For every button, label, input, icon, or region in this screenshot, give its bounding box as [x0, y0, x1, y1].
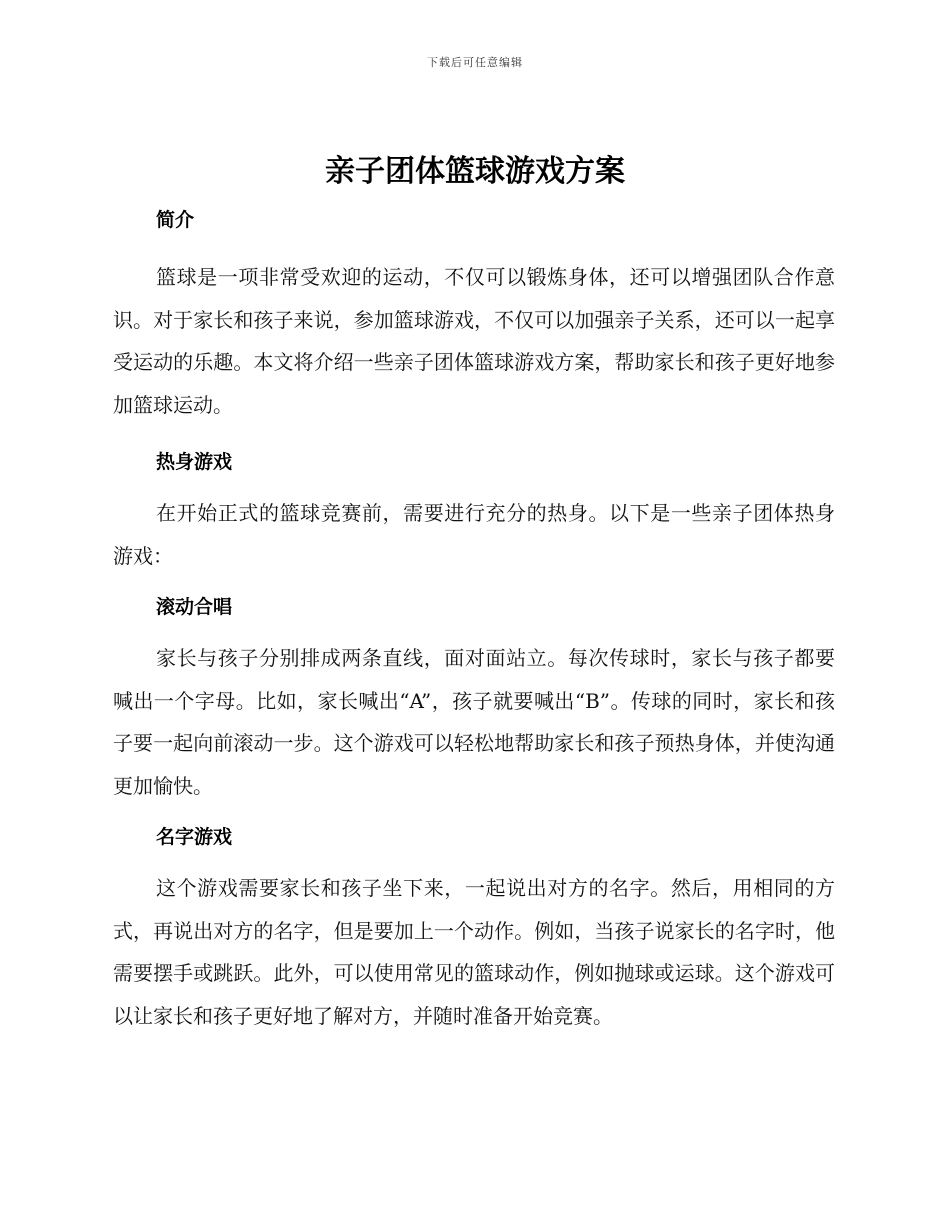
document-body — [113, 198, 835, 1037]
section-paragraph-rolling-chorus: 家长与孩子分别排成两条直线，面对面站立。每次传球时，家长与孩子都要喊出一个字母。比如，家长喊出“A”，孩子就要喊出“B”。传球的同时，家长和孩子要一起向前滚动一步。这个游戏可以轻松地帮助家长和孩子预热身体，并使沟通更加愉快。 — [113, 646, 835, 798]
section-paragraph-warmup: 在开始正式的篮球竞赛前，需要进行充分的热身。以下是一些亲子团体热身游戏： — [113, 501, 835, 568]
page-header-note: 下载后可任意编辑 — [427, 56, 523, 69]
section-heading-intro: 简介 — [156, 209, 195, 231]
document-title: 亲子团体篮球游戏方案 — [325, 154, 625, 189]
section-paragraph-name-game: 这个游戏需要家长和孩子坐下来，一起说出对方的名字。然后，用相同的方式，再说出对方的名字，但是要加上一个动作。例如，当孩子说家长的名字时，他需要摆手或跳跃。此外，可以使用常见的篮球动作，例如抛球或运球。这个游戏可以让家长和孩子更好地了解对方，并随时准备开始竞赛。 — [113, 876, 835, 1028]
section-heading-warmup: 热身游戏 — [156, 451, 233, 473]
section-heading-rolling-chorus: 滚动合唱 — [156, 596, 233, 618]
section-paragraph-intro: 篮球是一项非常受欢迎的运动，不仅可以锻炼身体，还可以增强团队合作意识。对于家长和孩子来说，参加篮球游戏，不仅可以加强亲子关系，还可以一起享受运动的乐趣。本文将介绍一些亲子团体篮球游戏方案，帮助家长和孩子更好地参加篮球运动。 — [113, 265, 835, 417]
section-heading-name-game: 名字游戏 — [156, 826, 233, 848]
